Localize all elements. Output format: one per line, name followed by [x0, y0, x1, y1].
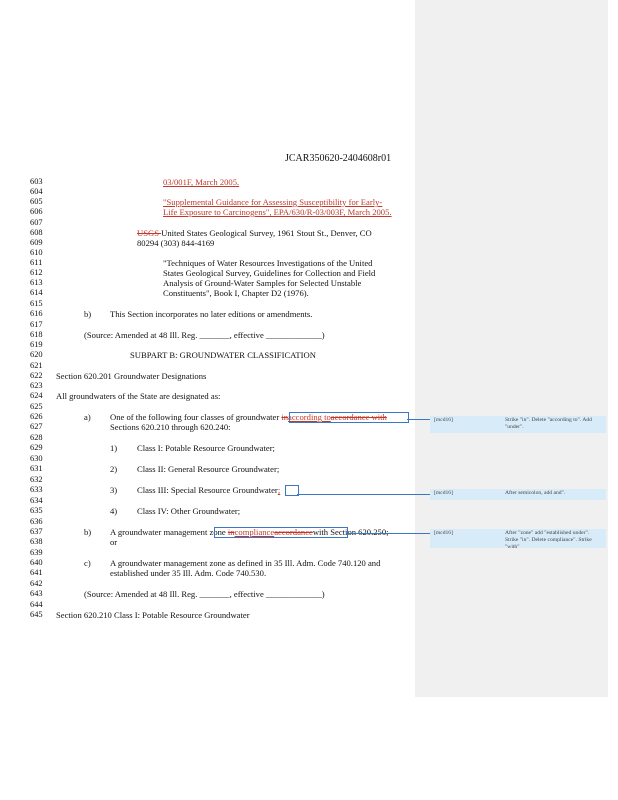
line-number: 611 — [30, 258, 43, 267]
inserted-text: according to — [288, 412, 331, 422]
comment-author: [mcd16] — [434, 490, 453, 496]
body-text: Class IV: Other Groundwater; — [137, 506, 241, 516]
body-text: established under 35 Ill. Adm. Code 740.530. — [110, 568, 267, 578]
comment-connector — [297, 494, 430, 495]
comment-author: [mcd16] — [434, 530, 453, 536]
body-text: All groundwaters of the State are designated as: — [56, 391, 221, 401]
comment-balloon[interactable] — [430, 416, 606, 433]
comment-text: After semicolon, add and". — [505, 490, 566, 496]
item-label: b) — [84, 527, 92, 537]
ref-text: Constituents", Book I, Chapter D2 (1976). — [163, 288, 309, 298]
body-text: Class I: Potable Resource Groundwater; — [137, 443, 275, 453]
line-number: 626 — [30, 412, 43, 421]
section-heading: Section 620.201 Groundwater Designations — [56, 371, 207, 381]
comment-balloon[interactable] — [430, 529, 606, 548]
line-number: 617 — [30, 320, 43, 329]
line-number: 610 — [30, 248, 43, 257]
line-number: 628 — [30, 433, 43, 442]
line-number: 612 — [30, 268, 43, 277]
deleted-text: USGS — [137, 228, 162, 238]
line-number: 609 — [30, 238, 43, 247]
comment-anchor-box[interactable] — [214, 527, 348, 538]
line-number: 615 — [30, 299, 43, 308]
line-number: 637 — [30, 527, 43, 536]
line-number: 625 — [30, 402, 43, 411]
body-text: A groundwater management zone as defined in 35 Ill. Adm. Code 740.120 and — [110, 558, 381, 568]
body-text: Sections 620.210 through 620.240: — [110, 422, 231, 432]
subpart-heading: SUBPART B: GROUNDWATER CLASSIFICATION — [130, 350, 316, 360]
line-number: 638 — [30, 537, 43, 546]
line-number: 629 — [30, 443, 43, 452]
line-number: 642 — [30, 579, 43, 588]
deleted-text: in — [227, 527, 235, 537]
comment-author: [mcd16] — [434, 417, 453, 423]
text-run: A groundwater management zone — [110, 527, 228, 537]
source-note: (Source: Amended at 48 Ill. Reg. _______, effective _____________) — [84, 589, 325, 599]
item-label: b) — [84, 309, 92, 319]
line-number: 641 — [30, 568, 43, 577]
line-number: 643 — [30, 589, 43, 598]
ref-text: "Techniques of Water Resources Investigations of the United — [163, 258, 373, 268]
line-number: 620 — [30, 350, 43, 359]
line-number: 633 — [30, 485, 43, 494]
inserted-text: ; — [277, 485, 281, 495]
line-number: 645 — [30, 610, 43, 619]
line-number: 608 — [30, 228, 43, 237]
line-number: 623 — [30, 381, 43, 390]
line-number: 630 — [30, 454, 43, 463]
ref-text: States Geological Survey, Guidelines for Collection and Field — [163, 268, 376, 278]
item-label: a) — [84, 412, 91, 422]
item-label: 3) — [110, 485, 118, 495]
line-number: 606 — [30, 207, 43, 216]
item-label: c) — [84, 558, 91, 568]
body-text: or — [110, 537, 118, 547]
deleted-text: in — [281, 412, 289, 422]
line-number: 604 — [30, 187, 43, 196]
ref-text: "Supplemental Guidance for Assessing Susceptibility for Early- — [163, 197, 383, 207]
doc-header-id: JCAR350620-2404608r01 — [285, 153, 392, 164]
item-label: 4) — [110, 506, 118, 516]
line-number: 640 — [30, 558, 43, 567]
line-number: 605 — [30, 197, 43, 206]
item-label: 2) — [110, 464, 118, 474]
ref-text: Analysis of Ground-Water Samples for Selected Unstable — [163, 278, 362, 288]
line-number: 621 — [30, 361, 43, 370]
line-number: 607 — [30, 218, 43, 227]
source-note: (Source: Amended at 48 Ill. Reg. _______, effective _____________) — [84, 330, 325, 340]
text-run: with Section 620.250; — [312, 527, 389, 537]
line-number: 634 — [30, 496, 43, 505]
comment-balloon[interactable] — [430, 489, 606, 500]
line-number: 616 — [30, 309, 43, 318]
ref-text: Life Exposure to Carcinogens", EPA/630/R-03/003F, March 2005. — [163, 207, 392, 217]
deleted-text: accordance — [274, 527, 313, 537]
line-number: 603 — [30, 177, 43, 186]
section-heading: Section 620.210 Class I: Potable Resource Groundwater — [56, 610, 250, 620]
item-label: 1) — [110, 443, 118, 453]
body-text: Class II: General Resource Groundwater; — [137, 464, 280, 474]
comment-anchor-box[interactable] — [289, 412, 409, 423]
text-run: One of the following four classes of groundwater — [110, 412, 282, 422]
body-text — [137, 485, 280, 495]
ref-text: 80294 (303) 844-4169 — [137, 238, 215, 248]
line-number: 635 — [30, 506, 43, 515]
comment-connector — [407, 419, 430, 420]
comment-text: After "zone" add "established under". Strike "in". Delete compliance". Strike "with" — [505, 530, 592, 550]
line-number: 632 — [30, 475, 43, 484]
text-run: Class III: Special Resource Groundwater — [137, 485, 278, 495]
line-number: 644 — [30, 600, 43, 609]
comment-margin-pane — [415, 0, 608, 697]
deleted-text: accordance with — [330, 412, 387, 422]
line-number: 619 — [30, 340, 43, 349]
ref-text — [137, 228, 372, 238]
ref-text-body: United States Geological Survey, 1961 Stout St., Denver, CO — [161, 228, 372, 238]
comment-connector — [346, 533, 430, 534]
inserted-text: compliance — [234, 527, 275, 537]
line-number: 627 — [30, 422, 43, 431]
line-number: 622 — [30, 371, 43, 380]
line-number: 636 — [30, 517, 43, 526]
line-number: 613 — [30, 278, 43, 287]
line-number: 631 — [30, 464, 43, 473]
line-number: 618 — [30, 330, 43, 339]
line-number: 639 — [30, 548, 43, 557]
body-text: This Section incorporates no later editions or amendments. — [110, 309, 313, 319]
comment-text: Strike "in". Delete "according to". Add "under". — [505, 417, 592, 430]
ref-text: 03/001F, March 2005. — [163, 177, 240, 187]
line-number: 624 — [30, 391, 43, 400]
line-number: 614 — [30, 288, 43, 297]
